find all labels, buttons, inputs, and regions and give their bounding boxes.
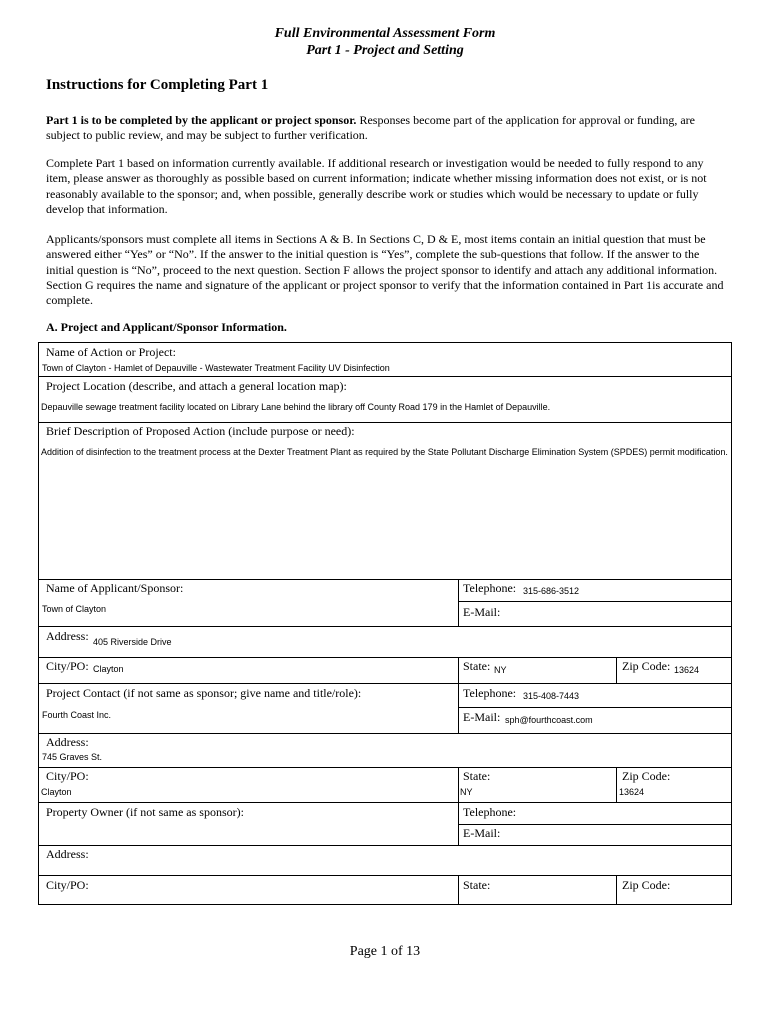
project-contact-field[interactable]: Fourth Coast Inc. xyxy=(42,710,112,720)
contact-email-label: E-Mail: xyxy=(463,710,501,724)
applicant-address-field[interactable]: 405 Riverside Drive xyxy=(93,637,172,647)
applicant-address-label: Address: xyxy=(46,629,89,643)
project-contact-label: Project Contact (if not same as sponsor; give name and title/role): xyxy=(46,686,362,700)
contact-zip-field[interactable]: 13624 xyxy=(619,787,645,797)
owner-email-label: E-Mail: xyxy=(463,826,501,840)
form-subtitle: Part 1 - Project and Setting xyxy=(306,43,464,58)
contact-state-label: State: xyxy=(463,769,491,783)
instructions-paragraph-1 xyxy=(46,113,726,144)
applicant-name-field[interactable]: Town of Clayton xyxy=(42,604,107,614)
applicant-zip-label: Zip Code: xyxy=(622,659,671,673)
contact-city-field[interactable]: Clayton xyxy=(41,787,72,797)
applicant-email-label: E-Mail: xyxy=(463,605,501,619)
contact-telephone-label: Telephone: xyxy=(463,686,517,700)
brief-description-label: Brief Description of Proposed Action (include purpose or need): xyxy=(46,424,355,438)
name-of-action-field[interactable]: Town of Clayton - Hamlet of Depauville - Wastewater Treatment Facility UV Disinfection xyxy=(42,363,390,373)
contact-address-label: Address: xyxy=(46,735,89,749)
brief-description-field[interactable]: Addition of disinfection to the treatment process at the Dexter Treatment Plant as required by the State Pollutant Discharge Elimination System (SPDES) permit modification. xyxy=(41,447,728,457)
applicant-telephone-label: Telephone: xyxy=(463,581,517,595)
contact-address-field[interactable]: 745 Graves St. xyxy=(42,752,103,762)
applicant-state-field[interactable]: NY xyxy=(494,665,507,675)
contact-zip-label: Zip Code: xyxy=(622,769,671,783)
instructions-heading: Instructions for Completing Part 1 xyxy=(46,77,269,93)
applicant-info-table xyxy=(38,342,732,905)
property-owner-label: Property Owner (if not same as sponsor): xyxy=(46,805,244,819)
applicant-name-label: Name of Applicant/Sponsor: xyxy=(46,581,184,595)
applicant-city-field[interactable]: Clayton xyxy=(93,664,124,674)
section-a-heading: A. Project and Applicant/Sponsor Information. xyxy=(46,320,287,334)
contact-telephone-field[interactable]: 315-408-7443 xyxy=(523,691,580,701)
instructions-paragraph-3: Applicants/sponsors must complete all items in Sections A & B. In Sections C, D & E, most items contain an initial question that must be answered either “Yes” or “No”. If the answer to the initial question is “Yes”, complete the sub-questions that follow. If the answer to the initial question is “No”, proceed to the next question. Section F allows the project sponsor to identify and attach any additional information. Section G requires the name and signature of the applicant or project sponsor to verify that the information contained in Part 1is accurate and complete. xyxy=(46,232,724,308)
owner-zip-label: Zip Code: xyxy=(622,878,671,892)
contact-email-field[interactable]: sph@fourthcoast.com xyxy=(505,715,593,725)
applicant-city-label: City/PO: xyxy=(46,659,89,673)
project-location-field[interactable]: Depauville sewage treatment facility located on Library Lane behind the library off County Road 179 in the Hamlet of Depauville. xyxy=(41,402,551,412)
project-location-label: Project Location (describe, and attach a general location map): xyxy=(46,379,347,393)
applicant-state-label: State: xyxy=(463,659,491,673)
instructions-paragraph-2: Complete Part 1 based on information currently available. If additional research or investigation would be needed to fully respond to any item, please answer as thoroughly as possible based on current information; indicate whether missing information does not exist, or is not reasonably available to the sponsor; and, when possible, generally describe work or studies which would be necessary to update or fully develop that information. xyxy=(46,156,707,216)
owner-state-label: State: xyxy=(463,878,491,892)
page-number: Page 1 of 13 xyxy=(349,944,421,959)
contact-state-field[interactable]: NY xyxy=(460,787,473,797)
applicant-telephone-field[interactable]: 315-686-3512 xyxy=(523,586,580,596)
name-of-action-label: Name of Action or Project: xyxy=(46,345,176,359)
owner-address-label: Address: xyxy=(46,847,89,861)
owner-telephone-label: Telephone: xyxy=(463,805,517,819)
form-title: Full Environmental Assessment Form xyxy=(274,26,496,41)
instructions-p1-bold: Part 1 is to be completed by the applicant or project sponsor. xyxy=(46,113,357,127)
instructions-p1-rest: Responses become part of the application for approval or funding, are subject to public review, and may be subject to further verification. xyxy=(46,113,695,143)
owner-city-label: City/PO: xyxy=(46,878,89,892)
applicant-zip-field[interactable]: 13624 xyxy=(674,665,700,675)
contact-city-label: City/PO: xyxy=(46,769,89,783)
